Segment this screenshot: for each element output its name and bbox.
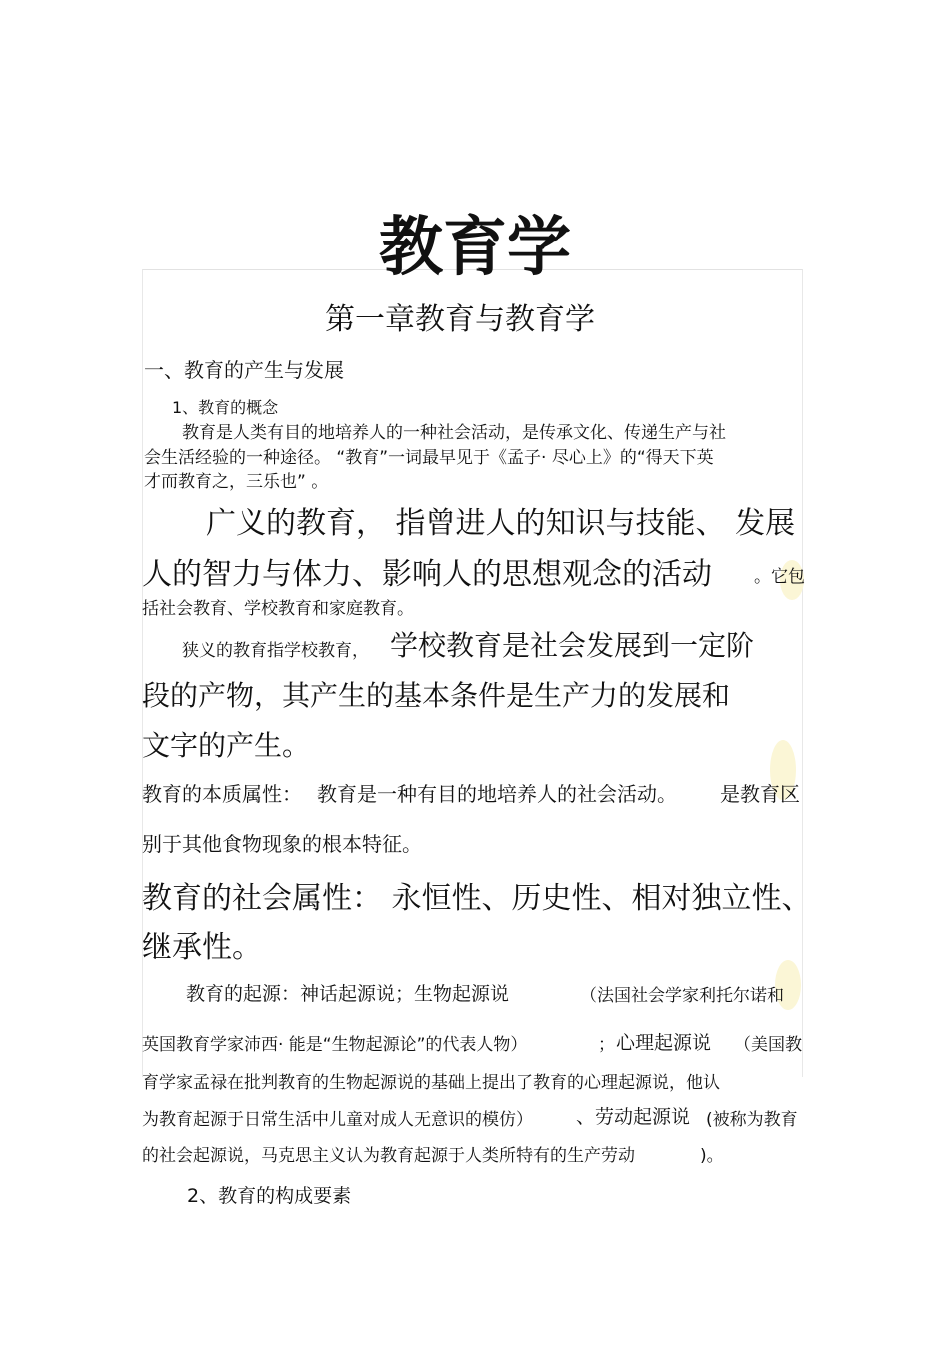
- section-heading: 一、教育的产生与发展: [144, 358, 344, 382]
- paragraph-line: (被称为教育: [706, 1110, 798, 1130]
- paragraph-line: 教育是人类有目的地培养人的一种社会活动，是传承文化、传递生产与社: [182, 423, 726, 443]
- paragraph-line: 括社会教育、学校教育和家庭教育。: [142, 599, 414, 619]
- paragraph-line: 会生活经验的一种途径。 “教育”一词最早见于《孟子· 尽心上》的“得天下英: [144, 448, 714, 468]
- paragraph-line: ；: [598, 1035, 615, 1055]
- paragraph-line: （法国社会学家利托尔诺和: [580, 986, 784, 1006]
- paragraph-line: 是教育区: [720, 782, 800, 806]
- paragraph-line: 段的产物，其产生的基本条件是生产力的发展和: [142, 679, 731, 712]
- paragraph-line: )。: [700, 1146, 724, 1166]
- paragraph-line: 广义的教育， 指曾进人的知识与技能、 发展: [206, 506, 796, 541]
- subsection-heading: 1、教育的概念: [172, 398, 279, 417]
- paragraph-line: 才而教育之，三乐也” 。: [144, 472, 329, 492]
- paragraph-line: 人的智力与体力、影响人的思想观念的活动: [142, 557, 712, 592]
- subsection-heading: 2、教育的构成要素: [187, 1185, 352, 1207]
- paragraph-line: 。它包: [754, 567, 805, 587]
- paragraph-line: 继承性。: [142, 930, 262, 965]
- paragraph-line: 文字的产生。: [142, 729, 311, 762]
- paragraph-line: 的社会起源说，马克思主义认为教育起源于人类所特有的生产劳动: [142, 1146, 635, 1166]
- paragraph-line: 英国教育学家沛西· 能是“生物起源论”的代表人物）: [142, 1035, 528, 1055]
- paragraph-line: 别于其他食物现象的根本特征。: [142, 832, 422, 856]
- document-title: 教育学: [379, 211, 571, 285]
- paragraph-line: 、劳动起源说: [576, 1106, 691, 1128]
- chapter-heading: 第一章教育与教育学: [325, 302, 595, 337]
- paragraph-line: 教育的社会属性： 永恒性、历史性、相对独立性、: [142, 881, 812, 916]
- paragraph-line: 狭义的教育指学校教育，: [182, 641, 369, 661]
- paragraph-line: 教育的起源：神话起源说；生物起源说: [186, 983, 510, 1005]
- paragraph-line: 心理起源说: [616, 1032, 712, 1054]
- paragraph-line: 教育的本质属性：: [142, 782, 302, 806]
- paragraph-line: 育学家孟禄在批判教育的生物起源说的基础上提出了教育的心理起源说，他认: [142, 1073, 720, 1093]
- paragraph-line: （美国教: [734, 1035, 802, 1055]
- paragraph-line: 为教育起源于日常生活中儿童对成人无意识的模仿）: [142, 1110, 533, 1130]
- paragraph-line: 学校教育是社会发展到一定阶: [390, 629, 755, 662]
- paragraph-line: 教育是一种有目的地培养人的社会活动。: [317, 782, 677, 806]
